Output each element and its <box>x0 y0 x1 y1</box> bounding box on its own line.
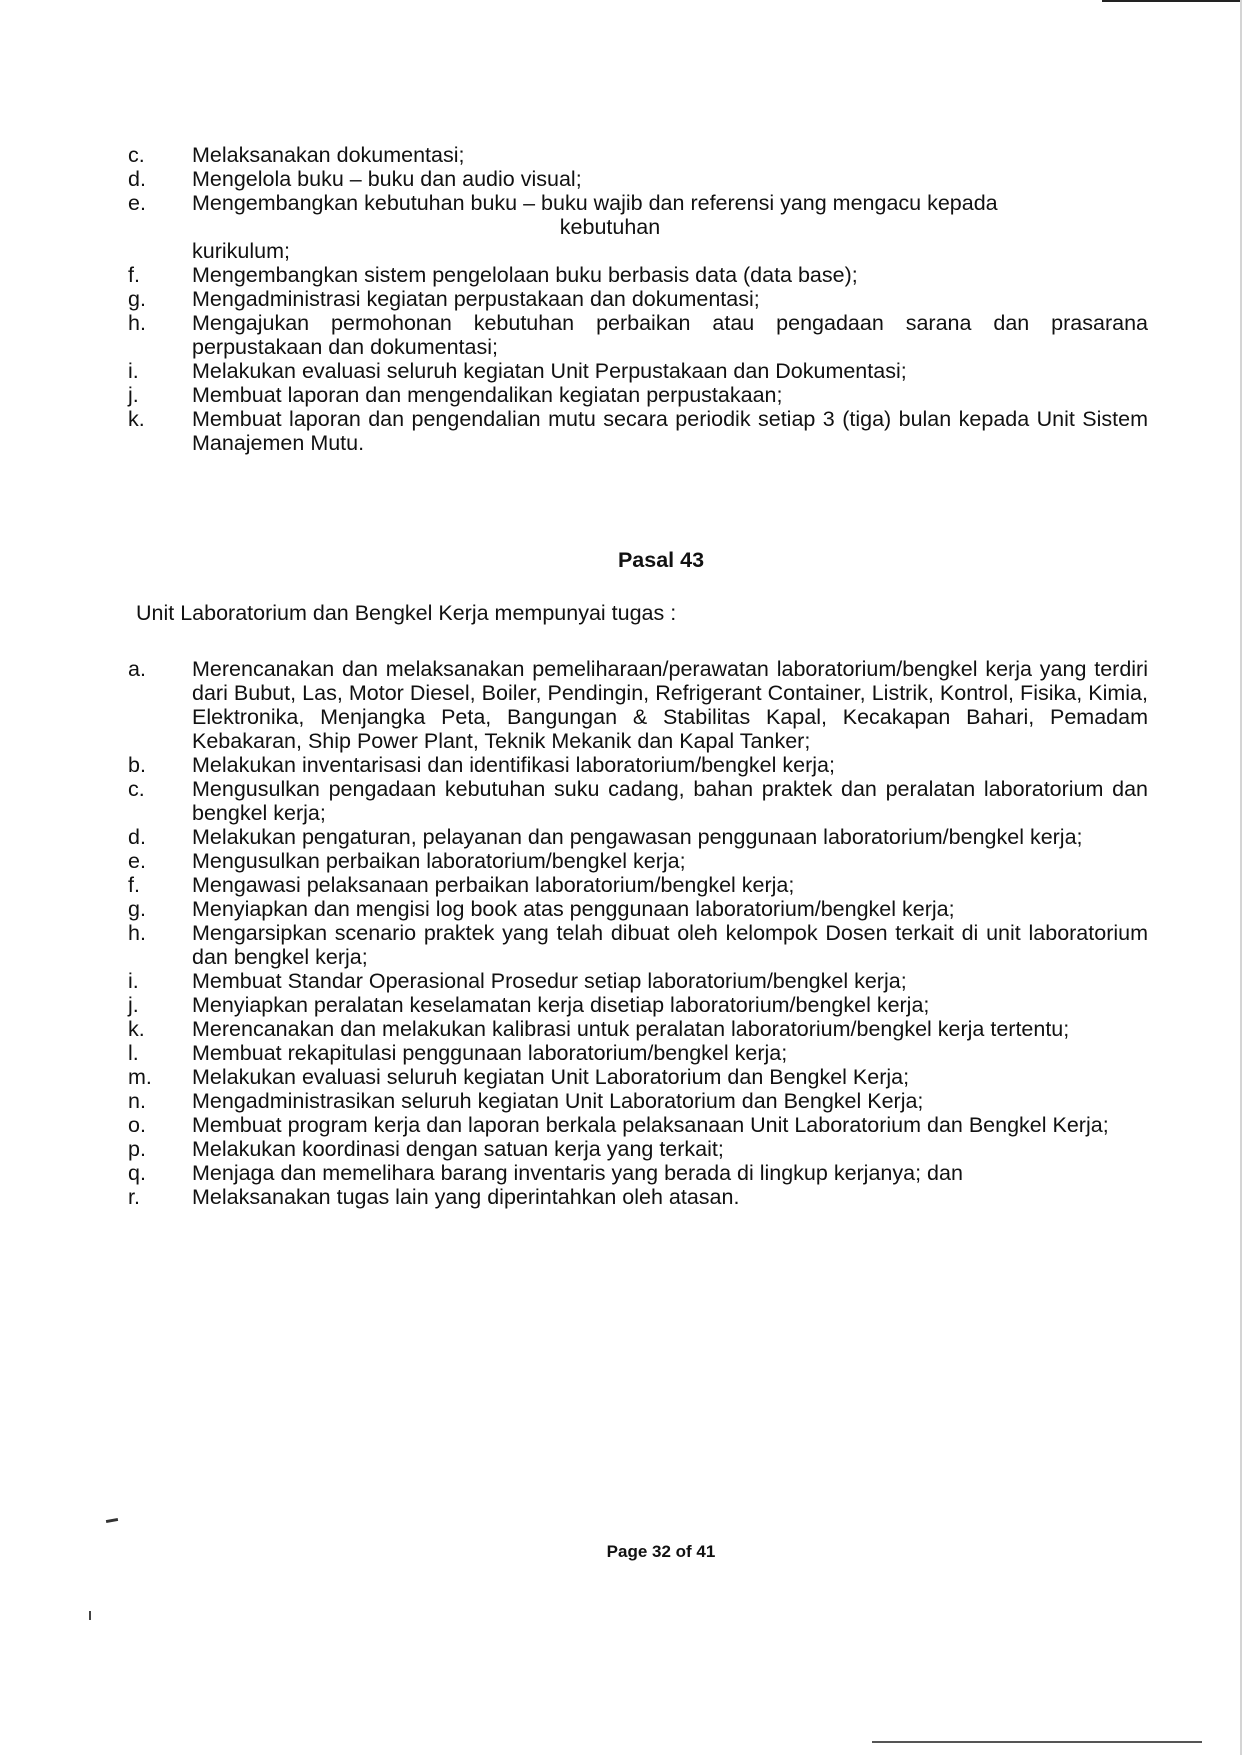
list-text: Melakukan evaluasi seluruh kegiatan Unit Perpustakaan dan Dokumentasi; <box>192 359 907 383</box>
list-item <box>128 359 1148 383</box>
list-item <box>128 1041 1148 1065</box>
list-marker: e. <box>128 849 146 873</box>
list-text: Menyiapkan peralatan keselamatan kerja disetiap laboratorium/bengkel kerja; <box>192 993 930 1017</box>
list-text: Menjaga dan memelihara barang inventaris yang berada di lingkup kerjanya; dan <box>192 1161 963 1185</box>
list-item <box>128 143 1148 167</box>
list-item <box>128 993 1148 1017</box>
list-text: Mengadministrasi kegiatan perpustakaan dan dokumentasi; <box>192 287 760 311</box>
list-text: Mengusulkan perbaikan laboratorium/bengkel kerja; <box>192 849 686 873</box>
list-text: Membuat Standar Operasional Prosedur setiap laboratorium/bengkel kerja; <box>192 969 907 993</box>
list-marker: a. <box>128 657 146 681</box>
list-item <box>128 407 1148 455</box>
list-text-continuation: kebutuhan <box>559 215 661 239</box>
list-item <box>128 1089 1148 1113</box>
list-marker: k. <box>128 1017 145 1041</box>
list-item <box>128 1017 1148 1041</box>
list-marker: i. <box>128 359 139 383</box>
list-marker: g. <box>128 897 146 921</box>
list-item <box>128 753 1148 777</box>
list-marker: f. <box>128 873 140 897</box>
list-marker: n. <box>128 1089 146 1113</box>
list-marker: e. <box>128 191 146 215</box>
list-text: Mengarsipkan scenario praktek yang telah dibuat oleh kelompok Dosen terkait di unit laboratorium dan bengkel kerja; <box>192 921 1148 969</box>
list-marker: c. <box>128 143 145 167</box>
list-item <box>128 287 1148 311</box>
list-text: Melaksanakan dokumentasi; <box>192 143 465 167</box>
list-marker: h. <box>128 921 146 945</box>
list-item <box>128 921 1148 969</box>
list-marker: d. <box>128 167 146 191</box>
list-item <box>128 191 1148 263</box>
list-marker: o. <box>128 1113 146 1137</box>
section-title: Pasal 43 <box>617 548 705 572</box>
list-text: Membuat program kerja dan laporan berkala pelaksanaan Unit Laboratorium dan Bengkel Kerja; <box>192 1113 1109 1137</box>
list-text: Mengawasi pelaksanaan perbaikan laboratorium/bengkel kerja; <box>192 873 795 897</box>
list-text: Mengajukan permohonan kebutuhan perbaikan atau pengadaan sarana dan prasarana perpustakaan dan dokumentasi; <box>192 311 1148 359</box>
list-text: Membuat laporan dan mengendalikan kegiatan perpustakaan; <box>192 383 783 407</box>
list-text: Melakukan koordinasi dengan satuan kerja yang terkait; <box>192 1137 724 1161</box>
list-item <box>128 1161 1148 1185</box>
list-item <box>128 263 1148 287</box>
scan-edge-top <box>1102 0 1242 2</box>
list-item <box>128 383 1148 407</box>
list-item <box>128 777 1148 825</box>
list-item <box>128 897 1148 921</box>
list-text: Membuat laporan dan pengendalian mutu secara periodik setiap 3 (tiga) bulan kepada Unit Sistem Manajemen Mutu. <box>192 407 1148 455</box>
list-marker: q. <box>128 1161 146 1185</box>
list-text: Mengadministrasikan seluruh kegiatan Unit Laboratorium dan Bengkel Kerja; <box>192 1089 924 1113</box>
list-marker: g. <box>128 287 146 311</box>
list-item <box>128 657 1148 753</box>
list-text: Merencanakan dan melakukan kalibrasi untuk peralatan laboratorium/bengkel kerja tertentu; <box>192 1017 1070 1041</box>
list-text-wrapped <box>192 191 1148 263</box>
list-text: Melaksanakan tugas lain yang diperintahkan oleh atasan. <box>192 1185 740 1209</box>
list-marker: l. <box>128 1041 139 1065</box>
list-marker: m. <box>128 1065 152 1089</box>
list-item <box>128 969 1148 993</box>
list-marker: i. <box>128 969 139 993</box>
list-item <box>128 1113 1148 1137</box>
list-item <box>128 1185 1148 1209</box>
list-text: Mengelola buku – buku dan audio visual; <box>192 167 582 191</box>
list-text: Mengembangkan sistem pengelolaan buku berbasis data (data base); <box>192 263 858 287</box>
list-item <box>128 1137 1148 1161</box>
page-number: Page 32 of 41 <box>606 1542 716 1561</box>
list-text: Melakukan evaluasi seluruh kegiatan Unit Laboratorium dan Bengkel Kerja; <box>192 1065 910 1089</box>
list-item <box>128 1065 1148 1089</box>
list-item <box>128 873 1148 897</box>
list-item <box>128 849 1148 873</box>
list-item <box>128 167 1148 191</box>
list-marker: h. <box>128 311 146 335</box>
scan-mark <box>106 1518 118 1523</box>
list-text: Melakukan inventarisasi dan identifikasi laboratorium/bengkel kerja; <box>192 753 835 777</box>
list-text-continuation: kurikulum; <box>192 239 290 263</box>
list-item <box>128 825 1148 849</box>
list-text: Merencanakan dan melaksanakan pemeliharaan/perawatan laboratorium/bengkel kerja yang terdiri dari Bubut, Las, Motor Diesel, Boiler, Pendingin, Refrigerant Container, Listrik, Kontrol, Fisika, Kimia, Elektronika, Menjangka Peta, Bangungan & Stabilitas Kapal, Kecakapan Bahari, Pemadam Kebakaran, Ship Power Plant, Teknik Mekanik dan Kapal Tanker; <box>192 657 1148 753</box>
duties-list-continued <box>128 143 1148 455</box>
duties-list <box>128 657 1148 1209</box>
list-marker: p. <box>128 1137 146 1161</box>
list-marker: b. <box>128 753 146 777</box>
list-marker: d. <box>128 825 146 849</box>
scan-mark <box>89 1611 91 1620</box>
list-marker: c. <box>128 777 145 801</box>
list-text: Mengusulkan pengadaan kebutuhan suku cadang, bahan praktek dan peralatan laboratorium dan bengkel kerja; <box>192 777 1148 825</box>
list-text: Menyiapkan dan mengisi log book atas penggunaan laboratorium/bengkel kerja; <box>192 897 955 921</box>
list-text: Mengembangkan kebutuhan buku – buku wajib dan referensi yang mengacu kepada <box>192 191 998 215</box>
list-marker: j. <box>128 383 139 407</box>
list-marker: k. <box>128 407 145 431</box>
section-intro: Unit Laboratorium dan Bengkel Kerja mempunyai tugas : <box>136 601 677 625</box>
scan-edge-bottom <box>872 1741 1202 1743</box>
list-text: Melakukan pengaturan, pelayanan dan pengawasan penggunaan laboratorium/bengkel kerja; <box>192 825 1083 849</box>
list-marker: j. <box>128 993 139 1017</box>
list-text: Membuat rekapitulasi penggunaan laboratorium/bengkel kerja; <box>192 1041 788 1065</box>
list-marker: r. <box>128 1185 140 1209</box>
list-item <box>128 311 1148 359</box>
list-marker: f. <box>128 263 140 287</box>
